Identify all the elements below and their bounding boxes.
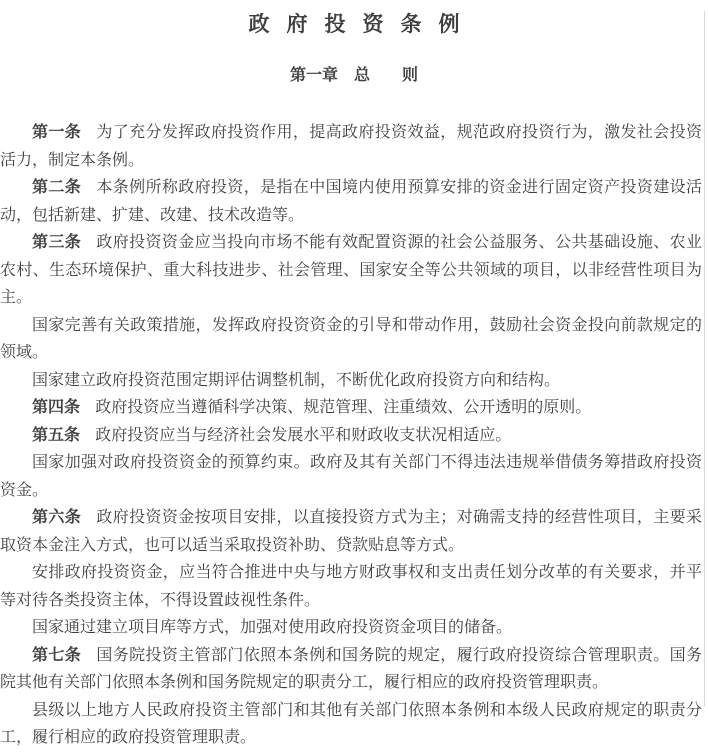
article-number: 第五条 (32, 426, 81, 444)
article-number: 第六条 (32, 509, 82, 526)
paragraph-text: 为了充分发挥政府投资作用，提高政府投资效益，规范政府投资行为，激发社会投资活力，制定本条例。 (0, 124, 702, 169)
article-paragraph (0, 449, 702, 504)
article-paragraph (0, 394, 702, 422)
chapter-title: 总则 (354, 67, 451, 84)
chapter-label: 第一章 (289, 67, 338, 84)
article-paragraph (0, 174, 702, 229)
article-number: 第四条 (32, 399, 81, 416)
paragraph-text: 国家加强对政府投资资金的预算约束。政府及其有关部门不得违法违规举借债务筹措政府投资资金。 (0, 454, 702, 499)
paragraph-text: 政府投资资金按项目安排，以直接投资方式为主；对确需支持的经营性项目，主要采取资本金注入方式，也可以适当采取投资补助、贷款贴息等方式。 (0, 509, 702, 554)
paragraph-text: 本条例所称政府投资，是指在中国境内使用预算安排的资金进行固定资产投资建设活动，包括新建、扩建、改建、技术改造等。 (0, 179, 702, 224)
document-title: 政府投资条例 (248, 13, 477, 36)
article-number: 第二条 (32, 179, 82, 196)
paragraph-text: 政府投资应当遵循科学决策、规范管理、注重绩效、公开透明的原则。 (95, 399, 592, 416)
article-paragraph (0, 367, 702, 395)
article-paragraph (0, 559, 702, 614)
chapter-heading (0, 65, 708, 87)
paragraph-text: 政府投资资金应当投向市场不能有效配置资源的社会公益服务、公共基础设施、农业农村、生态环境保护、重大科技进步、社会管理、国家安全等公共领域的项目，以非经营性项目为主。 (0, 234, 702, 306)
article-paragraph (0, 697, 702, 752)
document-body (0, 119, 702, 752)
article-paragraph (0, 504, 702, 559)
article-paragraph (0, 312, 702, 367)
article-paragraph (0, 229, 702, 312)
paragraph-text: 国务院投资主管部门依照本条例和国务院的规定，履行政府投资综合管理职责。国务院其他有关部门依照本条例和国务院规定的职责分工，履行相应的政府投资管理职责。 (0, 646, 702, 691)
paragraph-text: 安排政府投资资金，应当符合推进中央与地方财政事权和支出责任划分改革的有关要求，并平等对待各类投资主体，不得设置歧视性条件。 (0, 564, 702, 609)
paragraph-text: 国家建立政府投资范围定期评估调整机制，不断优化政府投资方向和结构。 (32, 371, 561, 389)
article-number: 第一条 (32, 124, 82, 141)
article-paragraph (0, 119, 702, 174)
paragraph-text: 国家通过建立项目库等方式，加强对使用政府投资资金项目的储备。 (32, 619, 513, 636)
article-number: 第三条 (32, 234, 82, 251)
paragraph-text: 政府投资应当与经济社会发展水平和财政收支状况相适应。 (95, 426, 512, 444)
page-right-border (704, 11, 705, 706)
article-paragraph (0, 422, 702, 450)
document-page (0, 11, 708, 746)
article-paragraph (0, 614, 702, 642)
paragraph-text: 国家完善有关政策措施，发挥政府投资资金的引导和带动作用，鼓励社会资金投向前款规定的领域。 (0, 316, 702, 361)
article-paragraph (0, 642, 702, 697)
article-number: 第七条 (32, 646, 82, 664)
paragraph-text: 县级以上地方人民政府投资主管部门和其他有关部门依照本条例和本级人民政府规定的职责分工，履行相应的政府投资管理职责。 (0, 701, 702, 746)
